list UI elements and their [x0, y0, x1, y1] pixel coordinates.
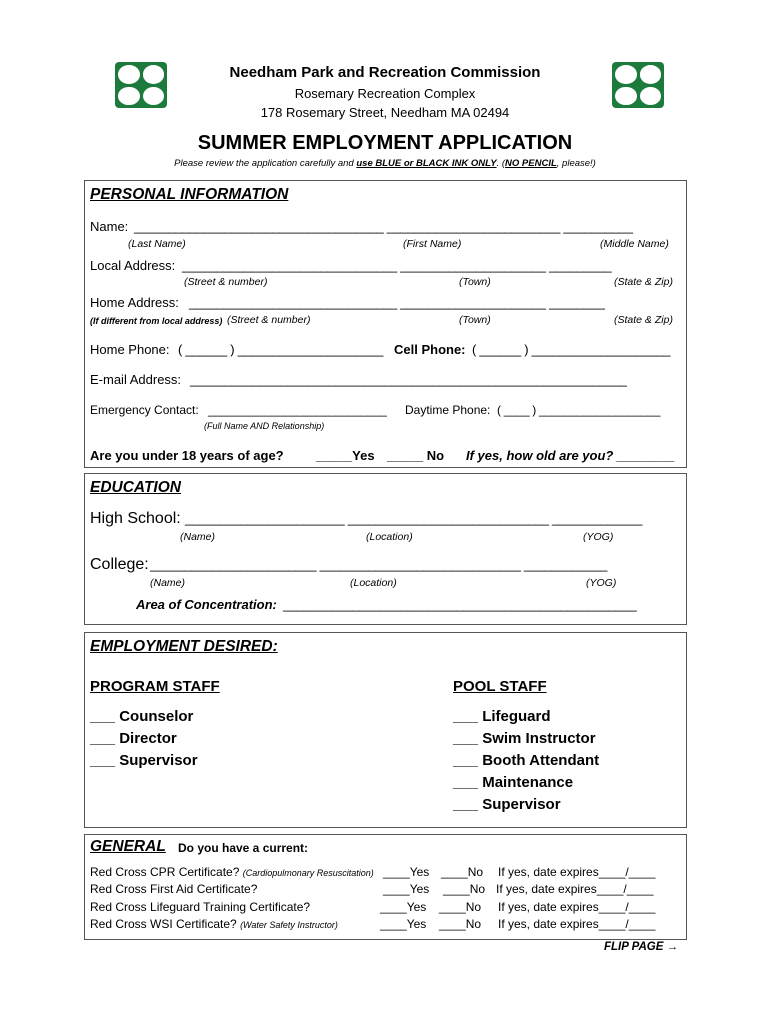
emergency-contact-field[interactable]: ____________________________: [208, 403, 387, 417]
daytime-phone-field[interactable]: ( ____ ) ___________________: [497, 403, 661, 417]
under-18-question: Are you under 18 years of age?: [90, 448, 284, 463]
state-zip-caption-2: (State & Zip): [614, 314, 673, 326]
cert-row-wsi: Red Cross WSI Certificate? (Water Safety Instructor): [90, 917, 338, 931]
cpr-yes[interactable]: ____Yes: [383, 865, 430, 879]
under-18-yes[interactable]: _____Yes: [316, 448, 375, 463]
last-name-caption: (Last Name): [128, 238, 186, 250]
home-phone-label: Home Phone:: [90, 342, 170, 357]
area-concentration-label: Area of Concentration:: [136, 597, 277, 612]
college-field[interactable]: ________________________ _____________________________ ____________: [150, 557, 608, 572]
street-caption-2: (Street & number): [227, 314, 311, 326]
college-location-caption: (Location): [350, 577, 397, 589]
instructions: Please review the application carefully and use BLUE or BLACK INK ONLY. (NO PENCIL, please!): [174, 158, 596, 169]
option-pool-supervisor[interactable]: ___ Supervisor: [453, 796, 561, 813]
emergency-contact-label: Emergency Contact:: [90, 403, 199, 417]
college-label: College:: [90, 556, 149, 573]
first-aid-yes[interactable]: ____Yes: [383, 882, 430, 896]
email-label: E-mail Address:: [90, 372, 182, 387]
high-school-field[interactable]: _______________________ _____________________________ _____________: [185, 511, 643, 526]
general-title: GENERAL: [90, 838, 166, 855]
if-different-caption: (If different from local address): [90, 316, 223, 326]
town-caption-2: (Town): [459, 314, 491, 326]
personal-title: PERSONAL INFORMATION: [90, 186, 289, 203]
option-swim-instructor[interactable]: ___ Swim Instructor: [453, 730, 596, 747]
street-caption: (Street & number): [184, 276, 268, 288]
college-name-caption: (Name): [150, 577, 186, 589]
under-18-no[interactable]: _____ No: [387, 448, 445, 463]
area-concentration-field[interactable]: ___________________________________________________: [283, 597, 637, 612]
cell-phone-label: Cell Phone:: [394, 342, 466, 357]
option-lifeguard[interactable]: ___ Lifeguard: [453, 708, 551, 725]
pool-staff-title: POOL STAFF: [453, 678, 547, 695]
name-field[interactable]: ____________________________________ _________________________ __________: [134, 219, 633, 234]
org-name: Needham Park and Recreation Commission: [229, 64, 541, 81]
first-aid-expires[interactable]: If yes, date expires____/____: [496, 882, 654, 896]
general-subtitle: Do you have a current:: [178, 841, 309, 855]
home-address-label: Home Address:: [90, 295, 179, 310]
cert-row-lifeguard: Red Cross Lifeguard Training Certificate?: [90, 900, 311, 914]
wsi-no[interactable]: ____No: [439, 917, 482, 931]
first-aid-no[interactable]: ____No: [443, 882, 486, 896]
option-director[interactable]: ___ Director: [90, 730, 177, 747]
cert-row-cpr: Red Cross CPR Certificate? (Cardiopulmonary Resuscitation): [90, 865, 374, 879]
hs-name-caption: (Name): [180, 531, 216, 543]
first-name-caption: (First Name): [403, 238, 462, 250]
email-field[interactable]: _______________________________________________________________: [190, 372, 627, 387]
option-maintenance[interactable]: ___ Maintenance: [453, 774, 574, 791]
education-title: EDUCATION: [90, 479, 181, 496]
complex-address: 178 Rosemary Street, Needham MA 02494: [260, 105, 510, 120]
program-staff-title: PROGRAM STAFF: [90, 678, 220, 695]
middle-name-caption: (Middle Name): [600, 238, 669, 250]
hs-yog-caption: (YOG): [583, 531, 614, 543]
daytime-phone-label: Daytime Phone:: [405, 403, 491, 417]
option-program-supervisor[interactable]: ___ Supervisor: [90, 752, 198, 769]
option-counselor[interactable]: ___ Counselor: [90, 708, 194, 725]
arrow-right-icon: →: [666, 941, 679, 953]
how-old-field[interactable]: If yes, how old are you? ________: [466, 448, 675, 463]
town-caption: (Town): [459, 276, 491, 288]
hs-location-caption: (Location): [366, 531, 413, 543]
local-address-field[interactable]: _______________________________ _____________________ _________: [182, 258, 612, 273]
home-phone-field[interactable]: ( ______ ) _____________________: [178, 342, 384, 357]
lifeguard-expires[interactable]: If yes, date expires____/____: [498, 900, 656, 914]
wsi-yes[interactable]: ____Yes: [380, 917, 427, 931]
full-name-caption: (Full Name AND Relationship): [204, 421, 325, 431]
cpr-no[interactable]: ____No: [441, 865, 484, 879]
cpr-expires[interactable]: If yes, date expires____/____: [498, 865, 656, 879]
cell-phone-field[interactable]: ( ______ ) ____________________: [472, 342, 671, 357]
complex-name: Rosemary Recreation Complex: [294, 86, 476, 101]
page-title: SUMMER EMPLOYMENT APPLICATION: [197, 132, 573, 154]
lifeguard-no[interactable]: ____No: [439, 900, 482, 914]
flip-page-note: FLIP PAGE →: [604, 941, 679, 953]
cert-row-first-aid: Red Cross First Aid Certificate?: [90, 882, 258, 896]
lifeguard-yes[interactable]: ____Yes: [380, 900, 427, 914]
high-school-label: High School:: [90, 510, 181, 527]
wsi-expires[interactable]: If yes, date expires____/____: [498, 917, 656, 931]
state-zip-caption: (State & Zip): [614, 276, 673, 288]
name-label: Name:: [90, 219, 129, 234]
college-yog-caption: (YOG): [586, 577, 617, 589]
employment-title: EMPLOYMENT DESIRED:: [90, 638, 278, 655]
option-booth-attendant[interactable]: ___ Booth Attendant: [453, 752, 600, 769]
home-address-field[interactable]: ______________________________ _____________________ ________: [189, 295, 605, 310]
local-address-label: Local Address:: [90, 258, 176, 273]
